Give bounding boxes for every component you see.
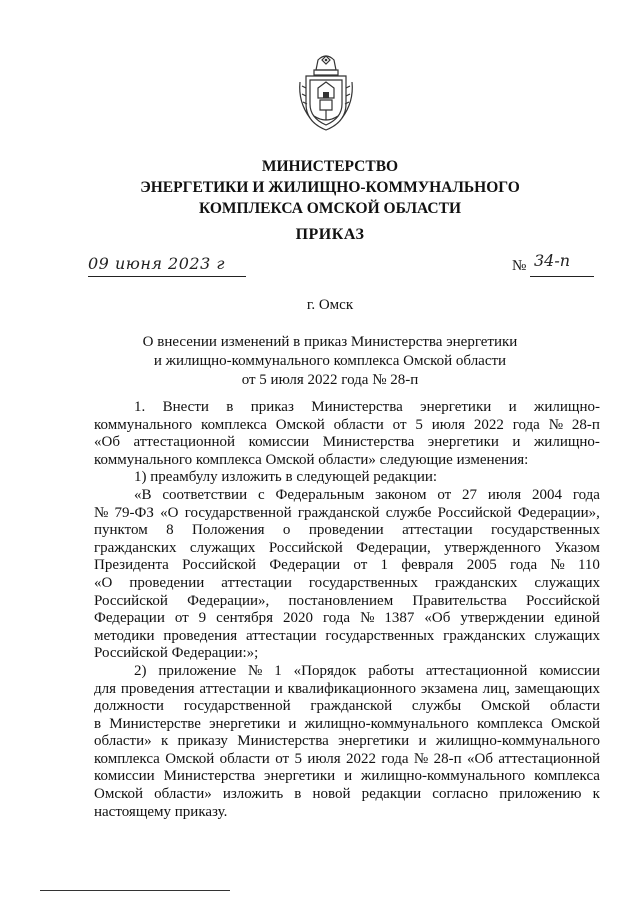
footer-divider bbox=[40, 890, 230, 891]
body-line: комиссии Министерства энергетики и жилищно-коммунального комплекса bbox=[94, 768, 600, 785]
body-line: гражданских служащих Российской Федерации, утвержденного Указом bbox=[94, 539, 600, 556]
body-line: «Об аттестационной комиссии Министерства энергетики и жилищно- bbox=[94, 434, 600, 451]
body-line: области» к приказу Министерства энергетики и жилищно-коммунального bbox=[94, 733, 600, 750]
body-line: 1. Внести в приказ Министерства энергетики и жилищно- bbox=[134, 399, 600, 415]
body-line: в Министерстве энергетики и жилищно-коммунального комплекса Омской bbox=[94, 715, 600, 732]
body-line: комплекса Омской области от 5 июля 2022 года № 28-п «Об аттестационной bbox=[94, 750, 600, 767]
body-line: «В соответствии с Федеральным законом от 27 июля 2004 года bbox=[134, 486, 600, 503]
date-underline bbox=[88, 276, 246, 277]
body-line: для проведения аттестации и квалификационного экзамена лиц, замещающих bbox=[94, 680, 600, 697]
coat-of-arms-icon bbox=[296, 52, 356, 136]
organization-name bbox=[80, 156, 580, 219]
body-line: 2) приложение № 1 «Порядок работы аттестационной комиссии bbox=[134, 662, 600, 679]
document-number: 34-п bbox=[534, 251, 571, 270]
subject-line: О внесении изменений в приказ Министерства энергетики bbox=[142, 334, 518, 350]
city: г. Омск bbox=[306, 297, 354, 313]
body-line: коммунального комплекса Омской области от 5 июля 2022 года № 28-п bbox=[94, 416, 600, 433]
org-line: МИНИСТЕРСТВО bbox=[261, 158, 399, 175]
body-line: Федерации от 9 сентября 2020 года № 1387 «Об утверждении единой bbox=[94, 610, 600, 627]
body-line: должности государственной гражданской службы Омской области bbox=[94, 698, 600, 715]
body-line: № 79-ФЗ «О государственной гражданской службе Российской Федерации», bbox=[94, 504, 600, 521]
body-line: «О проведении аттестации государственных гражданских служащих bbox=[94, 574, 600, 591]
body-line: настоящему приказу. bbox=[94, 803, 228, 820]
document-body bbox=[94, 399, 600, 821]
document-subject bbox=[100, 333, 560, 390]
body-line: Президента Российской Федерации от 1 февраля 2005 года № 110 bbox=[94, 557, 600, 574]
org-line: ЭНЕРГЕТИКИ И ЖИЛИЩНО-КОММУНАЛЬНОГО bbox=[140, 179, 520, 196]
body-line: пунктом 8 Положения о проведении аттестации государственных bbox=[94, 522, 600, 539]
body-line: 1) преамбулу изложить в следующей редакции: bbox=[134, 469, 438, 486]
subject-line: и жилищно-коммунального комплекса Омской области bbox=[153, 353, 507, 369]
subject-line: от 5 июля 2022 года № 28-п bbox=[241, 372, 419, 388]
body-line: методики проведения аттестации государственных гражданских служащих bbox=[94, 627, 600, 644]
body-line: Российской Федерации», постановлением Правительства Российской bbox=[94, 592, 600, 609]
number-underline bbox=[530, 276, 594, 277]
document-type: ПРИКАЗ bbox=[295, 226, 365, 243]
number-label: № bbox=[512, 258, 527, 274]
body-line: Российской Федерации:»; bbox=[94, 645, 259, 662]
body-line: коммунального комплекса Омской области» следующие изменения: bbox=[94, 451, 529, 468]
document-date: 09 июня 2023 г bbox=[88, 254, 225, 273]
body-line: Омской области» изложить в новой редакции согласно приложению к bbox=[94, 786, 600, 803]
org-line: КОМПЛЕКСА ОМСКОЙ ОБЛАСТИ bbox=[198, 200, 462, 217]
